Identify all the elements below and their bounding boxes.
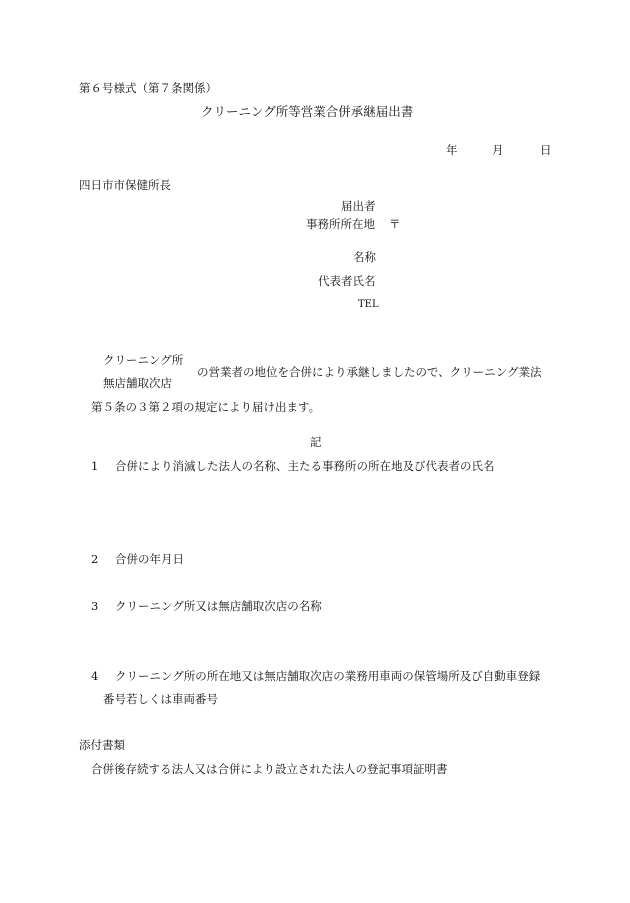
office-address-label: 事務所所在地 bbox=[306, 217, 375, 231]
body-line-1: の営業者の地位を合併により承継しましたので、クリーニング業法 bbox=[197, 365, 542, 379]
date-month: 月 bbox=[492, 143, 504, 157]
addressee: 四日市市保健所長 bbox=[79, 178, 171, 192]
item-3-number: 3 bbox=[91, 599, 99, 613]
choice-cleaning-shop: クリーニング所 bbox=[103, 353, 184, 367]
item-2-text: 合併の年月日 bbox=[115, 552, 184, 566]
ki-heading: 記 bbox=[310, 435, 322, 449]
item-1-number: 1 bbox=[91, 459, 99, 473]
item-4-number: 4 bbox=[91, 669, 99, 683]
item-2-number: 2 bbox=[91, 552, 99, 566]
applicant-heading: 届出者 bbox=[341, 199, 376, 213]
item-4-text-continued: 番号若しくは車両番号 bbox=[103, 692, 218, 706]
item-3-text: クリーニング所又は無店舗取次店の名称 bbox=[115, 599, 322, 613]
date-year: 年 bbox=[446, 143, 458, 157]
postal-mark: 〒 bbox=[389, 217, 401, 231]
item-1-text: 合併により消滅した法人の名称、主たる事務所の所在地及び代表者の氏名 bbox=[115, 459, 495, 473]
document-title: クリーニング所等営業合併承継届出書 bbox=[201, 104, 414, 119]
tel-label: TEL bbox=[358, 299, 379, 310]
attachment-item: 合併後存続する法人又は合併により設立された法人の登記事項証明書 bbox=[91, 762, 448, 776]
attachments-heading: 添付書類 bbox=[79, 738, 125, 752]
body-line-2: 第５条の３第２項の規定により届け出ます。 bbox=[91, 400, 321, 414]
date-day: 日 bbox=[540, 143, 552, 157]
form-number: 第６号様式（第７条関係） bbox=[79, 81, 217, 95]
representative-label: 代表者氏名 bbox=[318, 274, 376, 288]
item-4-text: クリーニング所の所在地又は無店舗取次店の業務用車両の保管場所及び自動車登録 bbox=[115, 669, 541, 683]
choice-storeless-agent: 無店舗取次店 bbox=[103, 376, 172, 390]
name-label: 名称 bbox=[353, 250, 376, 264]
